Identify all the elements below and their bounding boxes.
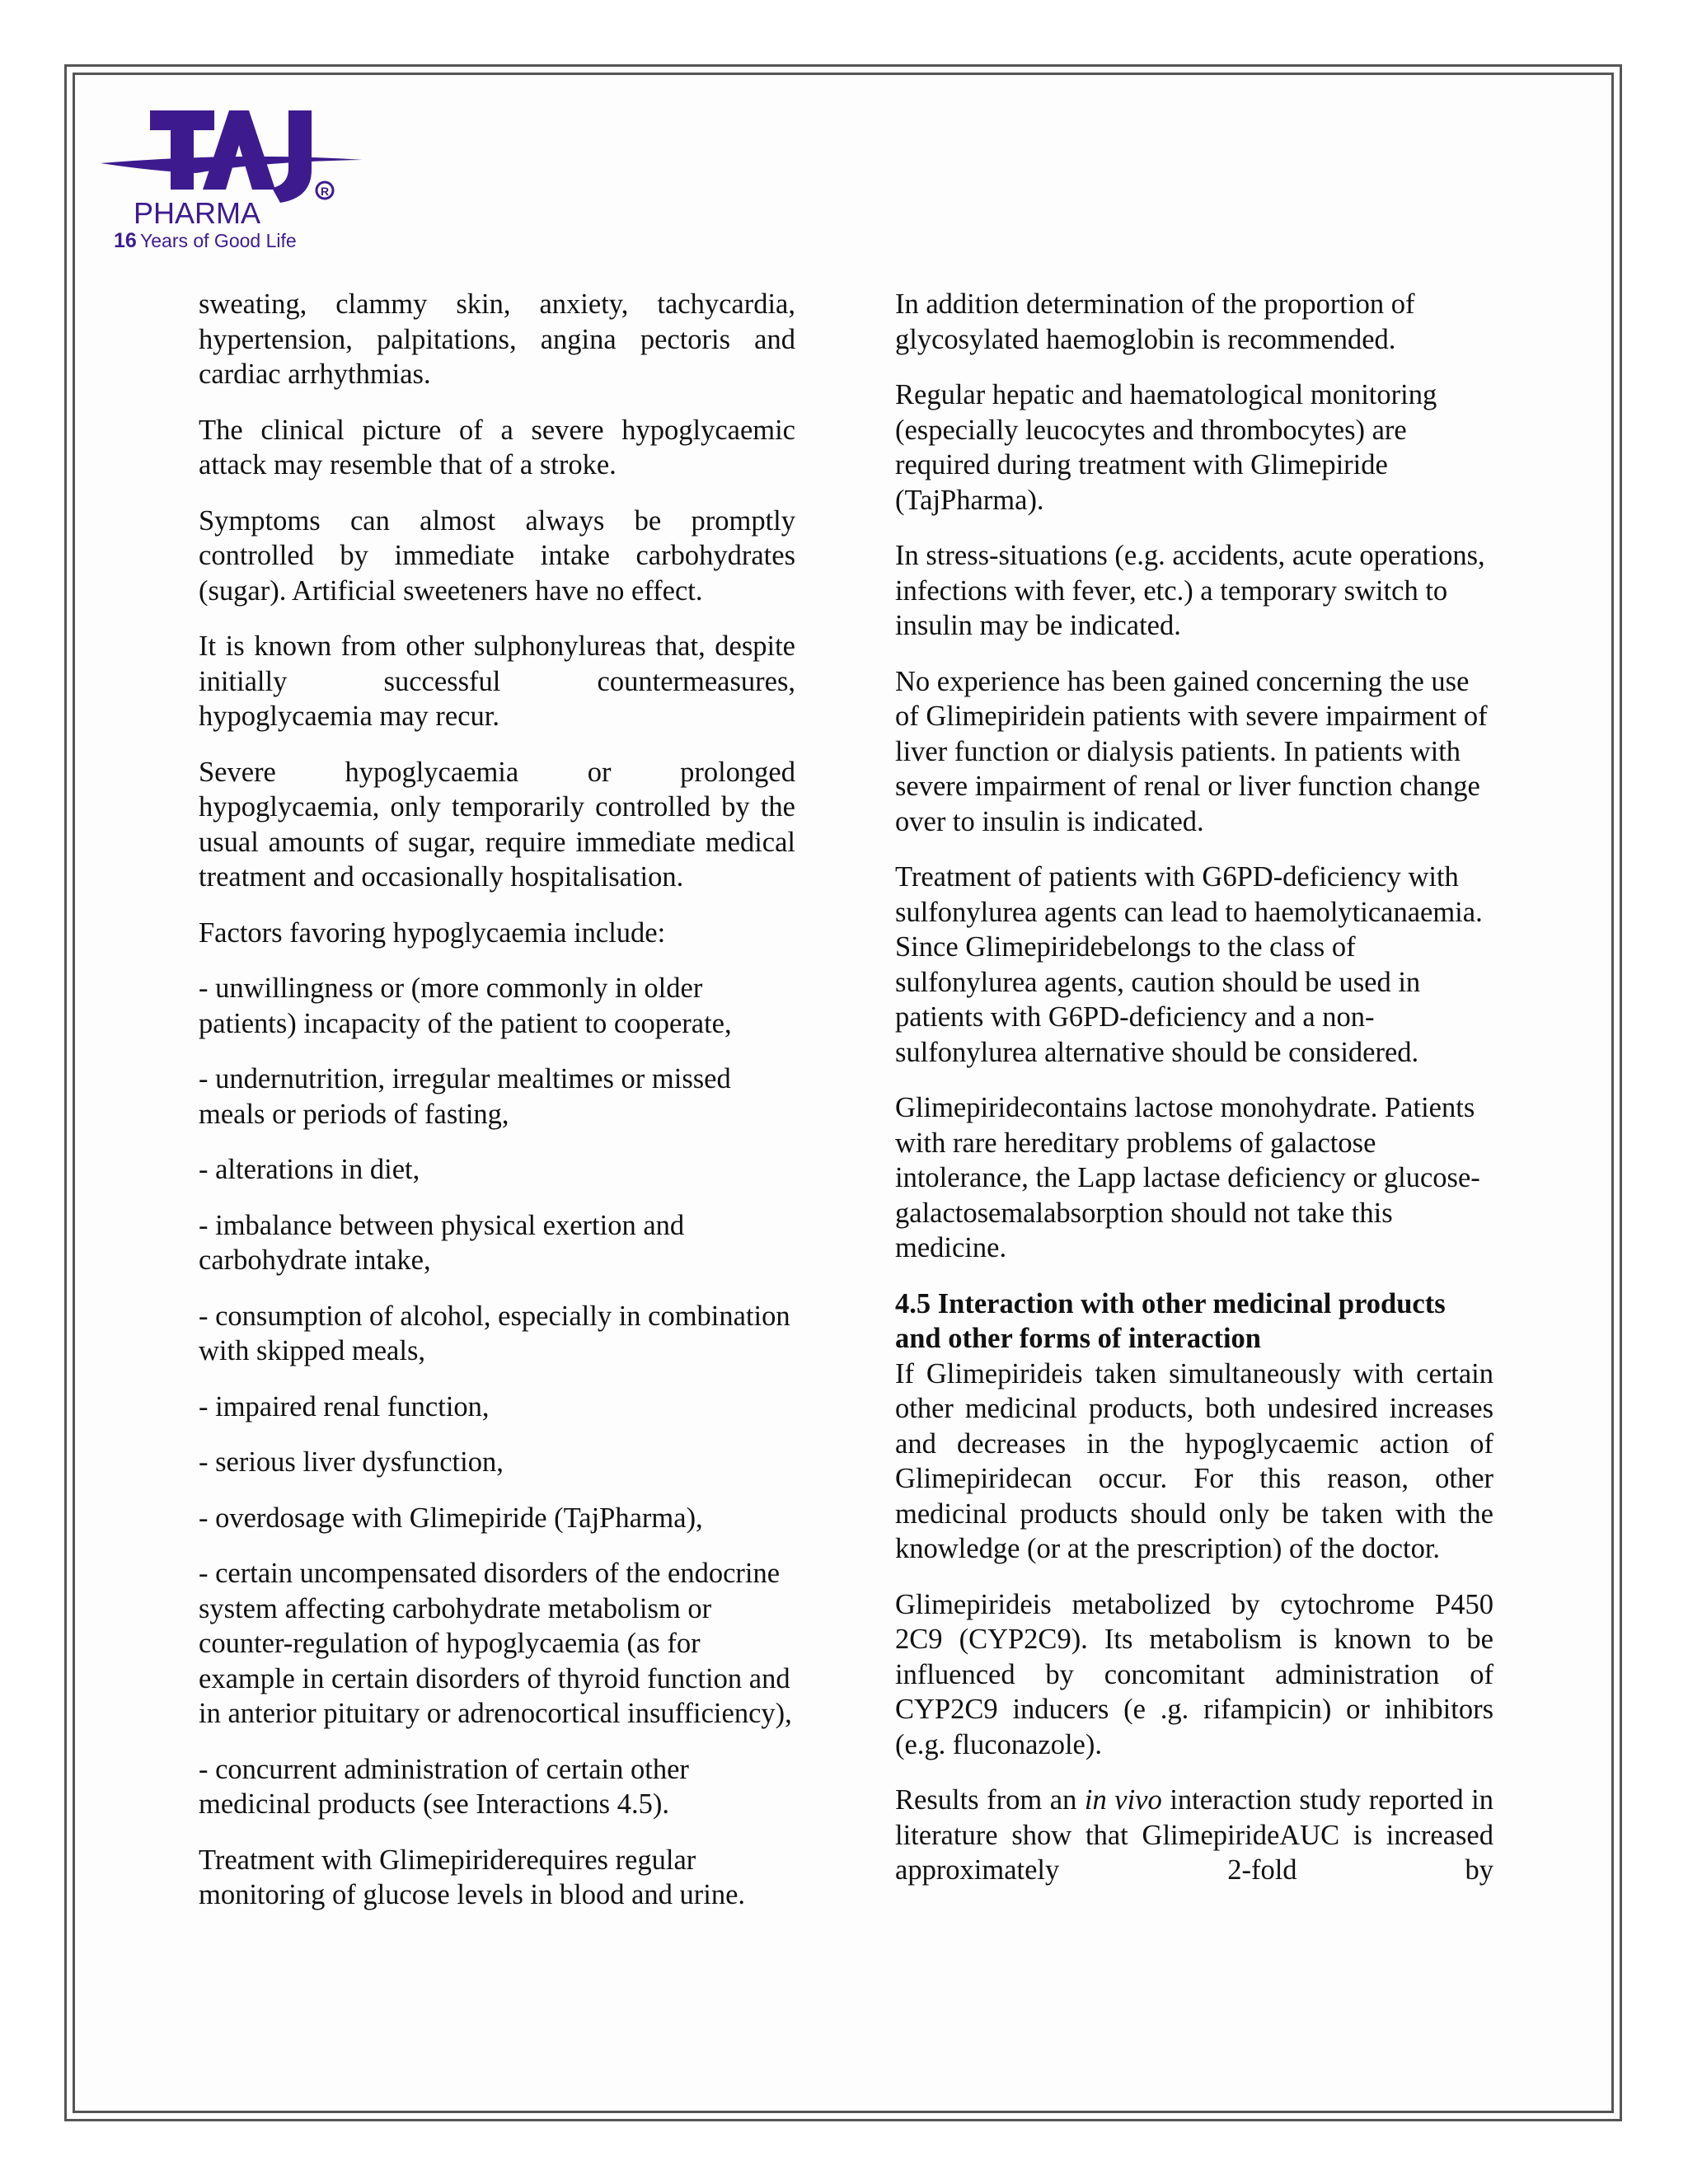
logo-tagline-text: Years of Good Life — [140, 230, 297, 251]
paragraph-symptom-control: Symptoms can almost always be promptly controlled by immediate intake carbohydrates (sugar). Artificial sweeteners have no effect. — [199, 504, 795, 607]
logo-pharma-text: PHARMA — [134, 196, 261, 230]
paragraph-in-vivo-study — [895, 1783, 1493, 1888]
right-column — [895, 287, 1493, 1909]
list-item: - serious liver dysfunction, — [199, 1446, 504, 1478]
list-item: - undernutrition, irregular mealtimes or missed meals or periods of fasting, — [199, 1063, 731, 1130]
list-item: - overdosage with Glimepiride (TajPharma), — [199, 1502, 703, 1534]
paragraph-monitoring: Treatment with Glimepiriderequires regular monitoring of glucose levels in blood and urine. — [199, 1844, 746, 1910]
paragraph-symptoms-list: sweating, clammy skin, anxiety, tachycardia, hypertension, palpitations, angina pectoris and cardiac arrhythmias. — [199, 288, 795, 390]
in-vivo-italic: in vivo — [1084, 1784, 1162, 1816]
logo-tagline-number: 16 — [114, 229, 137, 252]
section-heading-4-5 — [895, 1286, 1493, 1357]
in-vivo-text-a: Results from an — [895, 1784, 1077, 1816]
paragraph-clinical-picture: The clinical picture of a severe hypoglycaemic attack may resemble that of a stroke. — [199, 414, 795, 480]
paragraph-g6pd-deficiency: Treatment of patients with G6PD-deficiency with sulfonylurea agents can lead to haemolyticanaemia. Since Glimepiridebelongs to the class of sulfonylurea agents, caution should be used in patients with G6PD-deficiency and a non-sulfonylurea alternative should be considered. — [895, 861, 1483, 1068]
list-item: - impaired renal function, — [199, 1390, 490, 1422]
section-heading-line: and other forms of interaction — [895, 1323, 1261, 1354]
paragraph-lactose: Glimepiridecontains lactose monohydrate. Patients with rare hereditary problems of galactose intolerance, the Lapp lactase deficiency or glucose-galactosemalabsorption should not take this medicine. — [895, 1092, 1480, 1263]
paragraph-stress-situations: In stress-situations (e.g. accidents, acute operations, infections with fever, etc.) a temporary switch to insulin may be indicated. — [895, 540, 1485, 641]
list-item: - imbalance between physical exertion and carbohydrate intake, — [199, 1209, 685, 1276]
list-item: - alterations in diet, — [199, 1154, 420, 1185]
list-item: - certain uncompensated disorders of the endocrine system affecting carbohydrate metabolism or counter-regulation of hypoglycaemia (as for example in certain disorders of thyroid function and in anterior pituitary or adrenocortical insufficiency), — [199, 1558, 792, 1729]
left-column — [199, 287, 795, 1933]
paragraph-renal-liver-impairment: No experience has been gained concerning the use of Glimepiridein patients with severe impairment of liver function or dialysis patients. In patients with severe impairment of renal or liver function change over to insulin is indicated. — [895, 665, 1488, 837]
list-item: - consumption of alcohol, especially in combination with skipped meals, — [199, 1300, 790, 1366]
list-item: - unwillingness or (more commonly in older patients) incapacity of the patient to cooperate, — [199, 972, 732, 1039]
paragraph-cyp2c9: Glimepirideis metabolized by cytochrome P450 2C9 (CYP2C9). Its metabolism is known to be influenced by concomitant administration of CYP2C9 inducers (e .g. rifampicin) or inhibitors (e.g. fluconazole). — [895, 1588, 1493, 1760]
paragraph-factors-intro: Factors favoring hypoglycaemia include: — [199, 916, 666, 949]
paragraph-interaction-intro: If Glimepirideis taken simultaneously with certain other medicinal products, both undesired increases and decreases in the hypoglycaemic action of Glimepiridecan occur. For this reason, other medicinal products should only be taken with the knowledge (or at the prescription) of the doctor. — [895, 1357, 1493, 1564]
paragraph-glycosylated-haemoglobin: In addition determination of the proportion of glycosylated haemoglobin is recommended. — [895, 288, 1415, 355]
paragraph-severe-hypoglycaemia: Severe hypoglycaemia or prolonged hypoglycaemia, only temporarily controlled by the usual amounts of sugar, require immediate medical treatment and occasionally hospitalisation. — [199, 756, 795, 893]
paragraph-recurrence: It is known from other sulphonylureas that, despite initially successful countermeasures, hypoglycaemia may recur. — [199, 630, 795, 732]
list-item: - concurrent administration of certain other medicinal products (see Interactions 4.5). — [199, 1753, 689, 1820]
taj-pharma-logo-graphic — [97, 105, 369, 254]
svg-text:R: R — [320, 185, 330, 198]
paragraph-hepatic-monitoring: Regular hepatic and haematological monitoring (especially leucocytes and thrombocytes) are required during treatment with Glimepiride (TajPharma). — [895, 379, 1437, 516]
taj-pharma-logo — [97, 105, 369, 254]
in-vivo-text-b: interaction study reported in literature show that GlimepirideAUC is increased approximately 2-fold by — [895, 1784, 1494, 1886]
section-heading-line: 4.5 Interaction with other medicinal products — [895, 1287, 1446, 1319]
